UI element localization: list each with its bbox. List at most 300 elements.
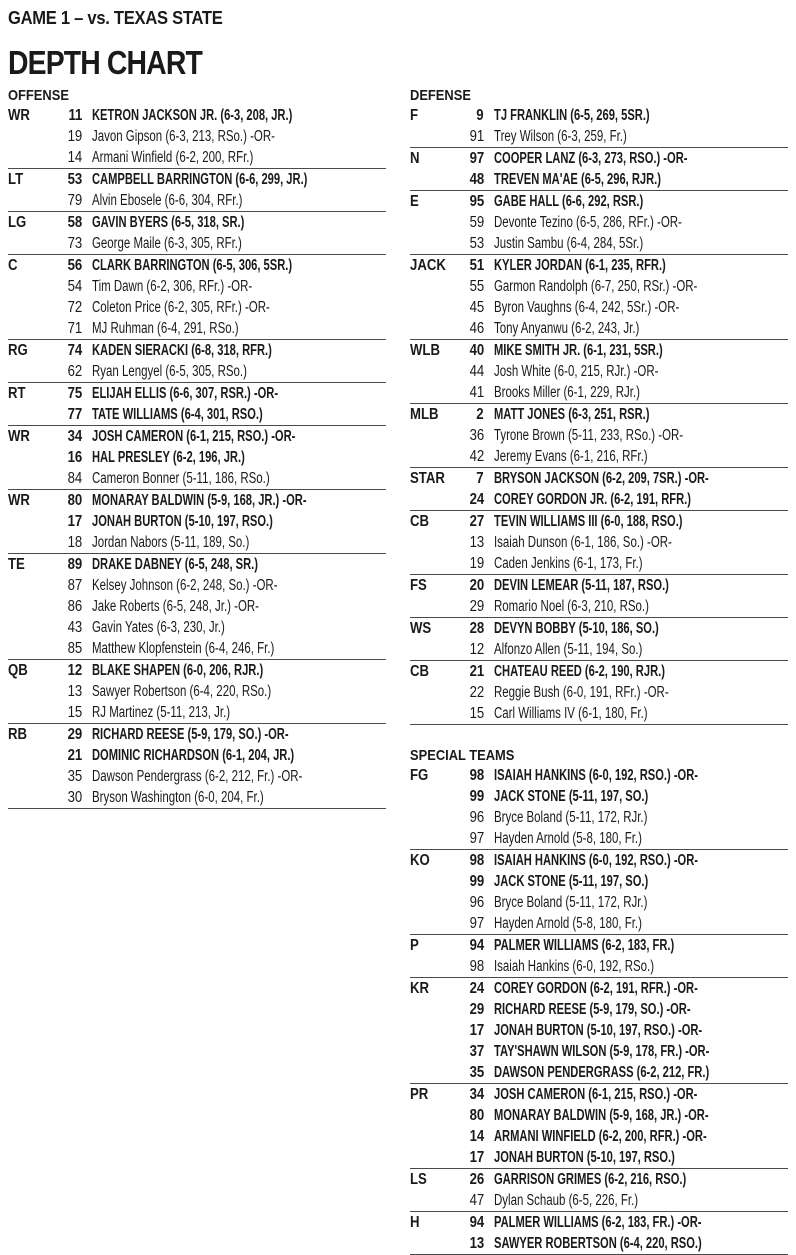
player-row bbox=[8, 383, 386, 404]
player-row bbox=[410, 575, 788, 596]
player-row bbox=[410, 532, 788, 553]
jersey-number: 19 bbox=[67, 128, 82, 145]
position-group bbox=[410, 935, 788, 978]
position-group bbox=[410, 404, 788, 468]
player-name: Jake Roberts (6-5, 248, Jr.) -OR- bbox=[92, 598, 260, 615]
jersey-number: 59 bbox=[469, 214, 484, 231]
position-label: PR bbox=[410, 1086, 429, 1103]
player-row bbox=[8, 190, 386, 211]
player-name: PALMER WILLIAMS (6-2, 183, FR.) -OR- bbox=[494, 1214, 702, 1231]
player-row bbox=[410, 618, 788, 639]
player-name: TREVEN MA'AE (6-5, 296, RJR.) bbox=[494, 171, 661, 188]
jersey-number: 28 bbox=[469, 620, 484, 637]
position-group bbox=[410, 1169, 788, 1212]
player-row bbox=[8, 318, 386, 339]
jersey-number: 35 bbox=[469, 1064, 484, 1081]
position-group bbox=[410, 1084, 788, 1169]
player-row bbox=[8, 617, 386, 638]
player-row bbox=[410, 148, 788, 169]
position-label: WR bbox=[8, 107, 30, 124]
position-group bbox=[410, 191, 788, 255]
jersey-number: 99 bbox=[469, 873, 484, 890]
position-label: C bbox=[8, 257, 18, 274]
jersey-number: 21 bbox=[469, 663, 484, 680]
player-row bbox=[410, 1190, 788, 1211]
position-group bbox=[8, 490, 386, 554]
jersey-number: 14 bbox=[469, 1128, 484, 1145]
jersey-number: 11 bbox=[68, 107, 82, 124]
player-name: TEVIN WILLIAMS III (6-0, 188, RSO.) bbox=[494, 513, 683, 530]
position-label: STAR bbox=[410, 470, 445, 487]
position-label: CB bbox=[410, 663, 430, 680]
player-row bbox=[8, 426, 386, 447]
player-row bbox=[410, 850, 788, 871]
position-group bbox=[410, 105, 788, 148]
player-name: DEVYN BOBBY (5-10, 186, SO.) bbox=[494, 620, 659, 637]
position-group bbox=[8, 255, 386, 340]
jersey-number: 22 bbox=[469, 684, 484, 701]
player-name: ISAIAH HANKINS (6-0, 192, RSO.) -OR- bbox=[494, 852, 699, 869]
jersey-number: 16 bbox=[67, 449, 82, 466]
player-name: TATE WILLIAMS (6-4, 301, RSO.) bbox=[92, 406, 263, 423]
player-name: Cameron Bonner (5-11, 186, RSo.) bbox=[92, 470, 270, 487]
player-row bbox=[8, 766, 386, 787]
player-row bbox=[8, 787, 386, 808]
position-group bbox=[410, 850, 788, 935]
player-row bbox=[8, 340, 386, 361]
position-label: LG bbox=[8, 214, 27, 231]
position-label: LT bbox=[8, 171, 24, 188]
jersey-number: 21 bbox=[67, 747, 82, 764]
player-name: BRYSON JACKSON (6-2, 209, 7SR.) -OR- bbox=[494, 470, 709, 487]
section-heading-defense: DEFENSE bbox=[410, 87, 471, 104]
jersey-number: 17 bbox=[67, 513, 82, 530]
player-name: GARRISON GRIMES (6-2, 216, RSO.) bbox=[494, 1171, 687, 1188]
jersey-number: 24 bbox=[469, 980, 484, 997]
jersey-number: 80 bbox=[469, 1107, 484, 1124]
player-name: Byron Vaughns (6-4, 242, 5Sr.) -OR- bbox=[494, 299, 680, 316]
position-label: TE bbox=[8, 556, 25, 573]
player-name: Bryce Boland (5-11, 172, RJr.) bbox=[494, 809, 648, 826]
jersey-number: 73 bbox=[67, 235, 82, 252]
position-label: P bbox=[410, 937, 419, 954]
player-row bbox=[410, 1212, 788, 1233]
jersey-number: 62 bbox=[67, 363, 82, 380]
player-name: Gavin Yates (6-3, 230, Jr.) bbox=[92, 619, 225, 636]
player-name: Hayden Arnold (5-8, 180, Fr.) bbox=[494, 915, 642, 932]
player-row bbox=[8, 554, 386, 575]
player-name: Tim Dawn (6-2, 306, RFr.) -OR- bbox=[92, 278, 253, 295]
position-group bbox=[8, 212, 386, 255]
jersey-number: 96 bbox=[469, 894, 484, 911]
player-row bbox=[8, 404, 386, 425]
player-row bbox=[8, 297, 386, 318]
player-name: Devonte Tezino (6-5, 286, RFr.) -OR- bbox=[494, 214, 682, 231]
player-row bbox=[410, 382, 788, 403]
player-name: CHATEAU REED (6-2, 190, RJR.) bbox=[494, 663, 665, 680]
jersey-number: 53 bbox=[469, 235, 484, 252]
player-row bbox=[410, 340, 788, 361]
player-name: GAVIN BYERS (6-5, 318, SR.) bbox=[92, 214, 245, 231]
jersey-number: 2 bbox=[476, 406, 484, 423]
player-name: MONARAY BALDWIN (5-9, 168, JR.) -OR- bbox=[92, 492, 307, 509]
jersey-number: 97 bbox=[469, 915, 484, 932]
jersey-number: 97 bbox=[469, 830, 484, 847]
position-group bbox=[410, 661, 788, 725]
jersey-number: 15 bbox=[469, 705, 484, 722]
position-group bbox=[8, 660, 386, 724]
position-group bbox=[8, 340, 386, 383]
jersey-number: 48 bbox=[469, 171, 484, 188]
player-row bbox=[8, 745, 386, 766]
player-name: MJ Ruhman (6-4, 291, RSo.) bbox=[92, 320, 239, 337]
jersey-number: 86 bbox=[67, 598, 82, 615]
position-label: QB bbox=[8, 662, 28, 679]
player-row bbox=[8, 702, 386, 723]
jersey-number: 84 bbox=[67, 470, 82, 487]
player-row bbox=[410, 468, 788, 489]
player-row bbox=[410, 297, 788, 318]
jersey-number: 72 bbox=[67, 299, 82, 316]
player-name: JACK STONE (5-11, 197, SO.) bbox=[494, 873, 649, 890]
player-name: Bryce Boland (5-11, 172, RJr.) bbox=[494, 894, 648, 911]
player-row bbox=[410, 999, 788, 1020]
player-row bbox=[8, 596, 386, 617]
player-name: Alfonzo Allen (5-11, 194, So.) bbox=[494, 641, 643, 658]
player-row bbox=[410, 1084, 788, 1105]
jersey-number: 47 bbox=[469, 1192, 484, 1209]
player-name: JONAH BURTON (5-10, 197, RSO.) bbox=[494, 1149, 675, 1166]
player-name: RICHARD REESE (5-9, 179, SO.) -OR- bbox=[494, 1001, 691, 1018]
player-row bbox=[410, 361, 788, 382]
player-name: Reggie Bush (6-0, 191, RFr.) -OR- bbox=[494, 684, 669, 701]
jersey-number: 41 bbox=[469, 384, 484, 401]
player-row bbox=[8, 724, 386, 745]
position-label: LS bbox=[410, 1171, 427, 1188]
player-row bbox=[410, 1062, 788, 1083]
jersey-number: 96 bbox=[469, 809, 484, 826]
position-group bbox=[410, 765, 788, 850]
jersey-number: 36 bbox=[469, 427, 484, 444]
defense-special-teams-column bbox=[410, 86, 788, 1255]
player-name: HAL PRESLEY (6-2, 196, JR.) bbox=[92, 449, 245, 466]
player-row bbox=[410, 807, 788, 828]
jersey-number: 94 bbox=[469, 937, 484, 954]
player-row bbox=[410, 1126, 788, 1147]
player-row bbox=[410, 255, 788, 276]
jersey-number: 94 bbox=[469, 1214, 484, 1231]
position-label: KO bbox=[410, 852, 430, 869]
player-name: George Maile (6-3, 305, RFr.) bbox=[92, 235, 242, 252]
player-name: TJ FRANKLIN (6-5, 269, 5SR.) bbox=[494, 107, 650, 124]
player-name: MIKE SMITH JR. (6-1, 231, 5SR.) bbox=[494, 342, 663, 359]
player-name: Romario Noel (6-3, 210, RSo.) bbox=[494, 598, 649, 615]
player-row bbox=[410, 978, 788, 999]
player-row bbox=[410, 703, 788, 724]
jersey-number: 77 bbox=[67, 406, 82, 423]
player-name: Coleton Price (6-2, 305, RFr.) -OR- bbox=[92, 299, 270, 316]
position-group bbox=[8, 105, 386, 169]
player-row bbox=[8, 468, 386, 489]
player-row bbox=[410, 661, 788, 682]
player-row bbox=[410, 105, 788, 126]
player-name: Hayden Arnold (5-8, 180, Fr.) bbox=[494, 830, 642, 847]
player-name: Tony Anyanwu (6-2, 243, Jr.) bbox=[494, 320, 640, 337]
jersey-number: 29 bbox=[469, 1001, 484, 1018]
player-row bbox=[8, 255, 386, 276]
player-name: Isaiah Dunson (6-1, 186, So.) -OR- bbox=[494, 534, 672, 551]
player-row bbox=[8, 105, 386, 126]
jersey-number: 91 bbox=[469, 128, 484, 145]
player-name: Jeremy Evans (6-1, 216, RFr.) bbox=[494, 448, 648, 465]
jersey-number: 80 bbox=[67, 492, 82, 509]
jersey-number: 13 bbox=[469, 534, 484, 551]
player-row bbox=[8, 212, 386, 233]
player-name: Justin Sambu (6-4, 284, 5Sr.) bbox=[494, 235, 644, 252]
player-name: DOMINIC RICHARDSON (6-1, 204, JR.) bbox=[92, 747, 295, 764]
position-label: FG bbox=[410, 767, 429, 784]
jersey-number: 43 bbox=[67, 619, 82, 636]
player-name: JONAH BURTON (5-10, 197, RSO.) bbox=[92, 513, 273, 530]
jersey-number: 19 bbox=[469, 555, 484, 572]
player-name: Ryan Lengyel (6-5, 305, RSo.) bbox=[92, 363, 247, 380]
player-name: Dylan Schaub (6-5, 226, Fr.) bbox=[494, 1192, 639, 1209]
player-row bbox=[410, 639, 788, 660]
jersey-number: 12 bbox=[67, 662, 82, 679]
player-name: DAWSON PENDERGRASS (6-2, 212, FR.) bbox=[494, 1064, 710, 1081]
jersey-number: 14 bbox=[67, 149, 82, 166]
player-row bbox=[410, 212, 788, 233]
position-group bbox=[410, 618, 788, 661]
player-name: ELIJAH ELLIS (6-6, 307, RSR.) -OR- bbox=[92, 385, 279, 402]
player-row bbox=[410, 1020, 788, 1041]
player-name: COREY GORDON JR. (6-2, 191, RFR.) bbox=[494, 491, 691, 508]
position-group bbox=[8, 383, 386, 426]
position-label: F bbox=[410, 107, 419, 124]
player-row bbox=[8, 361, 386, 382]
player-row bbox=[410, 913, 788, 934]
jersey-number: 12 bbox=[469, 641, 484, 658]
jersey-number: 34 bbox=[67, 428, 82, 445]
player-name: COOPER LANZ (6-3, 273, RSO.) -OR- bbox=[494, 150, 688, 167]
player-name: DRAKE DABNEY (6-5, 248, SR.) bbox=[92, 556, 259, 573]
player-row bbox=[410, 446, 788, 467]
jersey-number: 95 bbox=[469, 193, 484, 210]
section-heading-special-teams: SPECIAL TEAMS bbox=[410, 747, 515, 764]
jersey-number: 34 bbox=[469, 1086, 484, 1103]
player-row bbox=[410, 169, 788, 190]
section-heading-offense: OFFENSE bbox=[8, 87, 69, 104]
jersey-number: 99 bbox=[469, 788, 484, 805]
player-row bbox=[410, 935, 788, 956]
jersey-number: 18 bbox=[67, 534, 82, 551]
jersey-number: 51 bbox=[469, 257, 484, 274]
position-label: RG bbox=[8, 342, 28, 359]
position-label: FS bbox=[410, 577, 427, 594]
position-group bbox=[410, 468, 788, 511]
position-label: JACK bbox=[410, 257, 446, 274]
player-row bbox=[410, 956, 788, 977]
jersey-number: 13 bbox=[67, 683, 82, 700]
position-group bbox=[410, 511, 788, 575]
player-row bbox=[410, 786, 788, 807]
jersey-number: 13 bbox=[469, 1235, 484, 1252]
jersey-number: 37 bbox=[469, 1043, 484, 1060]
player-row bbox=[410, 276, 788, 297]
player-row bbox=[8, 490, 386, 511]
jersey-number: 58 bbox=[67, 214, 82, 231]
player-row bbox=[410, 828, 788, 849]
player-row bbox=[8, 511, 386, 532]
player-row bbox=[8, 147, 386, 168]
player-name: Caden Jenkins (6-1, 173, Fr.) bbox=[494, 555, 643, 572]
jersey-number: 98 bbox=[469, 767, 484, 784]
player-row bbox=[8, 447, 386, 468]
player-name: Trey Wilson (6-3, 259, Fr.) bbox=[494, 128, 627, 145]
player-name: SAWYER ROBERTSON (6-4, 220, RSO.) bbox=[494, 1235, 702, 1252]
player-name: Kelsey Johnson (6-2, 248, So.) -OR- bbox=[92, 577, 278, 594]
position-label: H bbox=[410, 1214, 420, 1231]
player-row bbox=[410, 765, 788, 786]
player-name: CLARK BARRINGTON (6-5, 306, 5SR.) bbox=[92, 257, 293, 274]
jersey-number: 17 bbox=[469, 1149, 484, 1166]
player-name: Carl Williams IV (6-1, 180, Fr.) bbox=[494, 705, 648, 722]
player-row bbox=[410, 126, 788, 147]
jersey-number: 40 bbox=[469, 342, 484, 359]
player-row bbox=[410, 1041, 788, 1062]
player-name: Sawyer Robertson (6-4, 220, RSo.) bbox=[92, 683, 272, 700]
jersey-number: 54 bbox=[67, 278, 82, 295]
jersey-number: 7 bbox=[476, 470, 484, 487]
player-name: DEVIN LEMEAR (5-11, 187, RSO.) bbox=[494, 577, 669, 594]
jersey-number: 15 bbox=[67, 704, 82, 721]
position-group bbox=[410, 255, 788, 340]
player-row bbox=[410, 1105, 788, 1126]
player-name: JOSH CAMERON (6-1, 215, RSO.) -OR- bbox=[494, 1086, 698, 1103]
position-group bbox=[8, 426, 386, 490]
player-name: JONAH BURTON (5-10, 197, RSO.) -OR- bbox=[494, 1022, 703, 1039]
jersey-number: 98 bbox=[469, 852, 484, 869]
player-row bbox=[8, 575, 386, 596]
player-name: Bryson Washington (6-0, 204, Fr.) bbox=[92, 789, 264, 806]
player-name: RICHARD REESE (5-9, 179, SO.) -OR- bbox=[92, 726, 289, 743]
player-row bbox=[410, 1147, 788, 1168]
position-label: WR bbox=[8, 428, 30, 445]
player-name: Dawson Pendergrass (6-2, 212, Fr.) -OR- bbox=[92, 768, 303, 785]
jersey-number: 45 bbox=[469, 299, 484, 316]
position-group bbox=[410, 1212, 788, 1255]
player-name: Garmon Randolph (6-7, 250, RSr.) -OR- bbox=[494, 278, 698, 295]
jersey-number: 53 bbox=[67, 171, 82, 188]
jersey-number: 24 bbox=[469, 491, 484, 508]
position-label: RT bbox=[8, 385, 26, 402]
player-row bbox=[8, 233, 386, 254]
player-row bbox=[410, 191, 788, 212]
position-group bbox=[410, 340, 788, 404]
player-name: Jordan Nabors (5-11, 189, So.) bbox=[92, 534, 250, 551]
jersey-number: 97 bbox=[469, 150, 484, 167]
player-name: RJ Martinez (5-11, 213, Jr.) bbox=[92, 704, 231, 721]
page-title: DEPTH CHART bbox=[8, 44, 202, 81]
position-group bbox=[410, 978, 788, 1084]
position-label: CB bbox=[410, 513, 430, 530]
player-name: KYLER JORDAN (6-1, 235, RFR.) bbox=[494, 257, 666, 274]
player-name: KETRON JACKSON JR. (6-3, 208, JR.) bbox=[92, 107, 293, 124]
section-spacer bbox=[410, 725, 788, 746]
position-label: WS bbox=[410, 620, 432, 637]
game-title: GAME 1 – vs. TEXAS STATE bbox=[8, 8, 223, 28]
position-group bbox=[8, 554, 386, 660]
jersey-number: 17 bbox=[469, 1022, 484, 1039]
player-name: Javon Gipson (6-3, 213, RSo.) -OR- bbox=[92, 128, 275, 145]
position-label: KR bbox=[410, 980, 430, 997]
player-row bbox=[8, 681, 386, 702]
jersey-number: 29 bbox=[469, 598, 484, 615]
position-label: E bbox=[410, 193, 419, 210]
jersey-number: 29 bbox=[67, 726, 82, 743]
player-row bbox=[8, 126, 386, 147]
jersey-number: 56 bbox=[67, 257, 82, 274]
jersey-number: 46 bbox=[469, 320, 484, 337]
position-label: RB bbox=[8, 726, 28, 743]
jersey-number: 42 bbox=[469, 448, 484, 465]
player-row bbox=[8, 638, 386, 659]
player-name: CAMPBELL BARRINGTON (6-6, 299, JR.) bbox=[92, 171, 308, 188]
jersey-number: 30 bbox=[67, 789, 82, 806]
jersey-number: 79 bbox=[67, 192, 82, 209]
player-name: Tyrone Brown (5-11, 233, RSo.) -OR- bbox=[494, 427, 684, 444]
player-row bbox=[410, 1233, 788, 1254]
position-group bbox=[8, 724, 386, 809]
player-name: TAY'SHAWN WILSON (5-9, 178, FR.) -OR- bbox=[494, 1043, 710, 1060]
player-name: MONARAY BALDWIN (5-9, 168, JR.) -OR- bbox=[494, 1107, 709, 1124]
position-group bbox=[8, 169, 386, 212]
player-name: GABE HALL (6-6, 292, RSR.) bbox=[494, 193, 644, 210]
jersey-number: 20 bbox=[469, 577, 484, 594]
player-row bbox=[410, 596, 788, 617]
player-row bbox=[410, 553, 788, 574]
jersey-number: 98 bbox=[469, 958, 484, 975]
player-name: Brooks Miller (6-1, 229, RJr.) bbox=[494, 384, 640, 401]
player-row bbox=[410, 233, 788, 254]
player-name: JACK STONE (5-11, 197, SO.) bbox=[494, 788, 649, 805]
player-row bbox=[410, 404, 788, 425]
position-label: WR bbox=[8, 492, 30, 509]
player-name: Josh White (6-0, 215, RJr.) -OR- bbox=[494, 363, 659, 380]
player-name: Alvin Ebosele (6-6, 304, RFr.) bbox=[92, 192, 243, 209]
player-row bbox=[8, 660, 386, 681]
player-row bbox=[410, 425, 788, 446]
jersey-number: 55 bbox=[469, 278, 484, 295]
player-name: Matthew Klopfenstein (6-4, 246, Fr.) bbox=[92, 640, 275, 657]
player-row bbox=[410, 489, 788, 510]
player-row bbox=[8, 276, 386, 297]
player-name: MATT JONES (6-3, 251, RSR.) bbox=[494, 406, 650, 423]
jersey-number: 27 bbox=[469, 513, 484, 530]
position-group bbox=[410, 148, 788, 191]
jersey-number: 74 bbox=[67, 342, 82, 359]
jersey-number: 35 bbox=[67, 768, 82, 785]
position-label: WLB bbox=[410, 342, 441, 359]
position-label: N bbox=[410, 150, 420, 167]
jersey-number: 89 bbox=[67, 556, 82, 573]
player-row bbox=[410, 1169, 788, 1190]
player-row bbox=[8, 532, 386, 553]
offense-column bbox=[8, 86, 386, 809]
player-row bbox=[8, 169, 386, 190]
player-row bbox=[410, 682, 788, 703]
player-name: KADEN SIERACKI (6-8, 318, RFR.) bbox=[92, 342, 272, 359]
